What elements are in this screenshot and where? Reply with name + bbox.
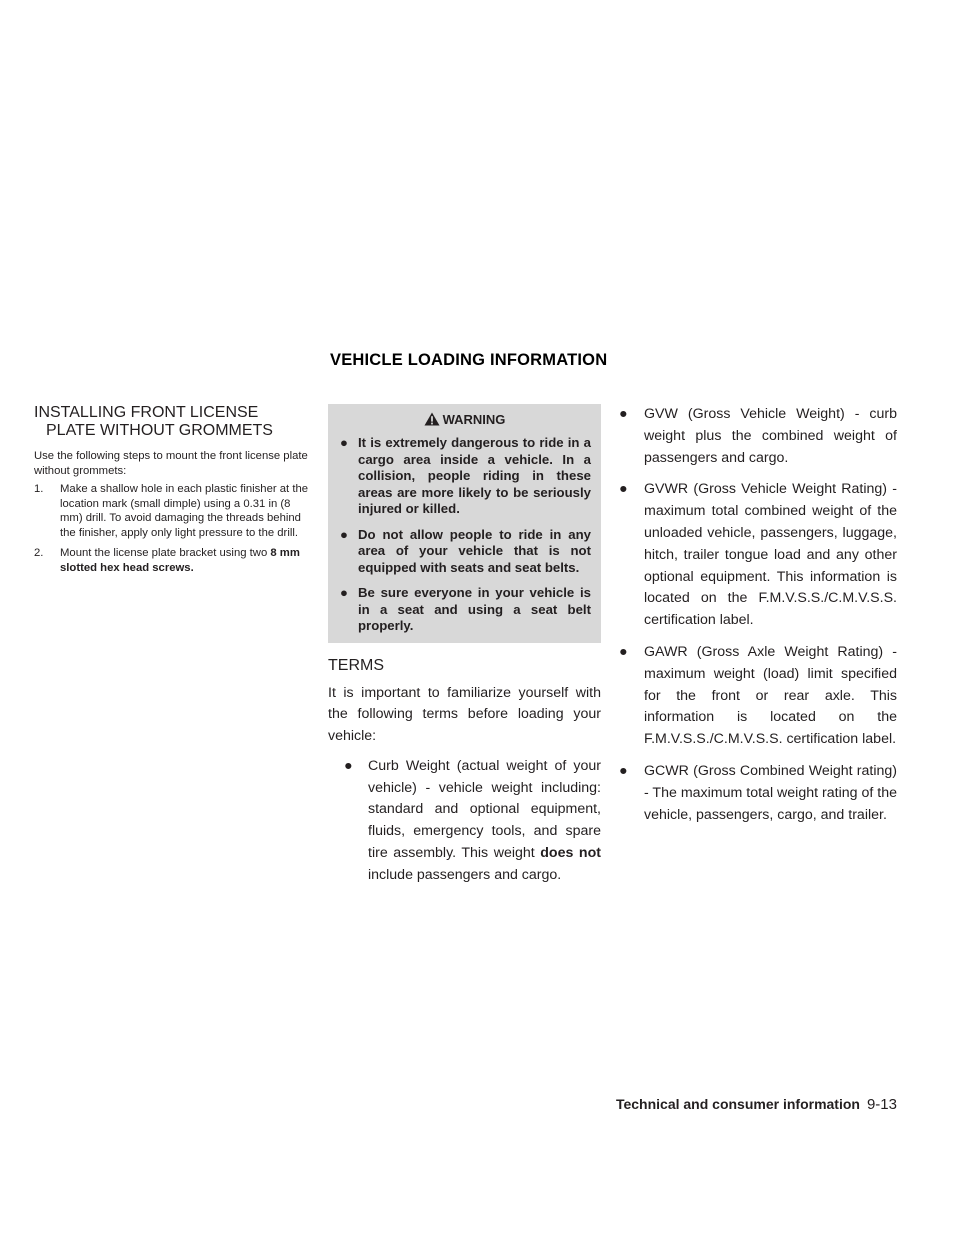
right-column: [619, 404, 897, 836]
warning-item-text: Be sure everyone in your vehicle is in a seat and using a seat belt properly.: [358, 585, 591, 633]
curb-bold-text: does not: [540, 845, 601, 862]
heading-line-2: PLATE WITHOUT GROMMETS: [46, 422, 273, 439]
term-gvw: [619, 404, 897, 469]
warning-triangle-icon: [424, 412, 440, 426]
term-gvwr: [619, 479, 897, 632]
bullet-icon: ●: [344, 757, 353, 774]
license-plate-heading: [34, 404, 312, 440]
step-item: [34, 482, 312, 540]
warning-box: [328, 404, 601, 643]
step-number: 2.: [34, 547, 44, 559]
page-number: 9-13: [866, 1096, 897, 1113]
step-text: Mount the license plate bracket using two: [60, 547, 268, 559]
curb-text-b: include passengers and cargo.: [368, 866, 562, 883]
warning-item: [338, 585, 591, 635]
warning-title: [338, 411, 591, 429]
warning-item: [338, 435, 591, 518]
bullet-icon: ●: [340, 585, 348, 600]
steps-list: [34, 482, 312, 575]
step-number: 1.: [34, 483, 44, 495]
middle-column: [328, 404, 601, 897]
bullet-icon: ●: [619, 481, 628, 498]
left-column: [34, 404, 312, 581]
curb-text-a: Curb Weight (actual weight of your vehicle) - vehicle weight including: standard and optional equipment, fluids, emergency tools, and spare tire assembly. This weight: [368, 757, 601, 862]
footer-section: Technical and consumer information: [615, 1096, 860, 1112]
term-text: GAWR (Gross Axle Weight Rating) - maximum weight (load) limit specified for the front or rear axle. This information is located on the F.M.V.S.S./C.M.V.S.S. certification label.: [644, 643, 897, 748]
heading-line-1: INSTALLING FRONT LICENSE: [34, 404, 259, 421]
step-bold-text: 8 mm slotted hex head screws.: [60, 547, 300, 574]
warning-item-text: Do not allow people to ride in any area of your vehicle that is not equipped with seats and seat belts.: [358, 526, 591, 575]
warning-item: [338, 527, 591, 577]
terms-heading: TERMS: [328, 656, 384, 674]
bullet-icon: ●: [619, 406, 628, 422]
term-gawr: [619, 642, 897, 751]
bullet-icon: ●: [619, 762, 628, 779]
term-text: GCWR (Gross Combined Weight rating) - The maximum total weight rating of the vehicle, passengers, cargo, and trailer.: [644, 762, 897, 823]
bullet-icon: ●: [619, 643, 628, 660]
term-curb-weight: [328, 756, 601, 887]
bullet-icon: ●: [340, 526, 348, 542]
bullet-icon: ●: [340, 435, 348, 450]
license-plate-intro: Use the following steps to mount the front license plate without grommets:: [34, 450, 308, 477]
page-footer: [616, 1096, 897, 1113]
term-text: GVW (Gross Vehicle Weight) - curb weight plus the combined weight of passengers and cargo.: [644, 406, 897, 466]
terms-intro: It is important to familiarize yourself with the following terms before loading your vehicle:: [328, 684, 601, 745]
term-gcwr: [619, 761, 897, 826]
warning-title-text: WARNING: [442, 412, 506, 427]
term-text: GVWR (Gross Vehicle Weight Rating) - maximum total combined weight of the unloaded vehicle, passengers, luggage, hitch, trailer tongue load and any other optional equipment. This information is located on the F.M.V.S.S./C.M.V.S.S. certification label.: [644, 481, 897, 629]
section-title: VEHICLE LOADING INFORMATION: [330, 351, 608, 369]
step-text: Make a shallow hole in each plastic finisher at the location mark (small dimple) using a 0.31 in (8 mm) drill. To avoid damaging the threads behind the finisher, apply only light pressure to the drill.: [60, 483, 309, 539]
warning-item-text: It is extremely dangerous to ride in a cargo area inside a vehicle. In a collision, people riding in these areas are more likely to be seriously injured or killed.: [358, 435, 591, 516]
step-item: [34, 546, 312, 575]
